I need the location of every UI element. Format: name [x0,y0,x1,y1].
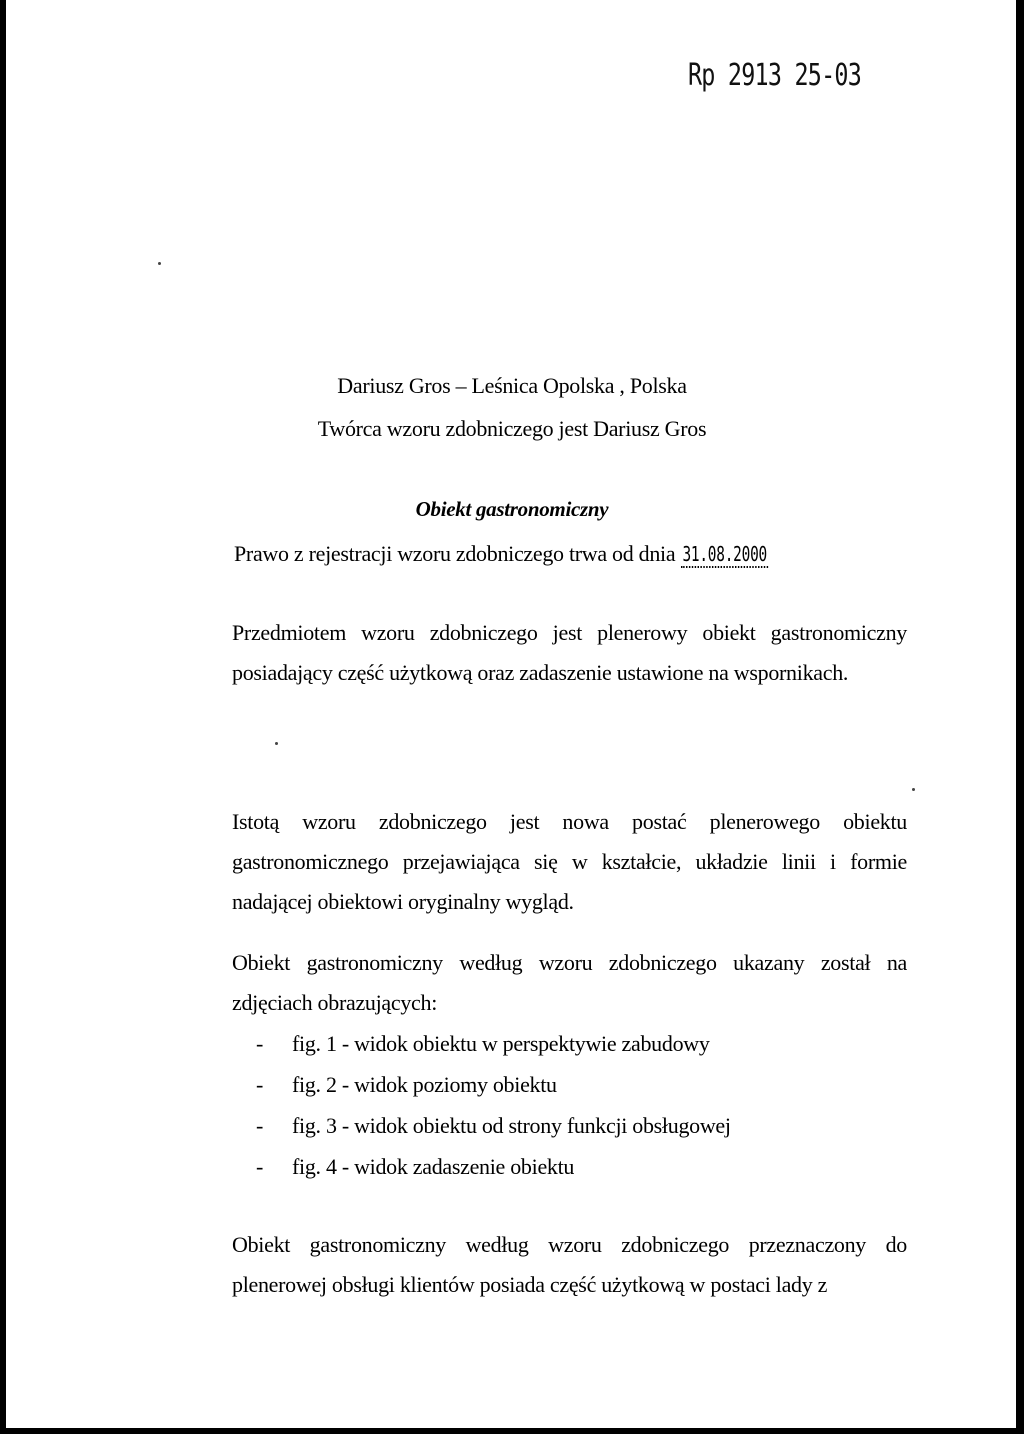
design-title: Obiekt gastronomiczny [415,497,609,521]
paragraph-figures-intro: Obiekt gastronomiczny według wzoru zdobniczego ukazany został na zdjęciach obrazujących: [232,950,907,1015]
scan-edge-left [0,0,6,1434]
list-dash: - [256,1113,264,1138]
list-dash: - [256,1072,264,1097]
scan-edge-right [1016,0,1024,1434]
handwritten-reference-note: Rp 2913 25-03 [688,58,862,93]
scan-edge-bottom [0,1428,1024,1434]
figure-description: fig. 4 - widok zadaszenie obiektu [292,1154,575,1179]
figure-list-item [256,1105,731,1146]
figure-list-item [256,1146,731,1187]
paragraph-purpose: Obiekt gastronomiczny według wzoru zdobniczego przeznaczony do plenerowej obsługi klientów posiada część użytkową w postaci lady z [232,1232,907,1297]
list-dash: - [256,1154,264,1179]
figure-list [256,1023,731,1187]
scan-speck [158,262,161,265]
figure-description: fig. 1 - widok obiektu w perspektywie zabudowy [292,1031,710,1056]
author-line: Dariusz Gros – Leśnica Opolska , Polska [337,373,687,398]
list-dash: - [256,1031,264,1056]
figure-description: fig. 3 - widok obiektu od strony funkcji obsługowej [292,1113,731,1138]
scan-speck [912,788,915,791]
creator-line: Twórca wzoru zdobniczego jest Dariusz Gros [317,416,707,441]
scan-speck [275,742,278,745]
registration-date: 31.08.2000 [681,542,767,566]
figure-list-item [256,1064,731,1105]
figure-list-item [256,1023,731,1064]
paragraph-subject: Przedmiotem wzoru zdobniczego jest plenerowy obiekt gastronomiczny posiadający część użytkową oraz zadaszenie ustawione na wspornikach. [232,620,907,685]
figure-description: fig. 2 - widok poziomy obiektu [292,1072,557,1097]
registration-line [234,541,802,568]
registration-label: Prawo z rejestracji wzoru zdobniczego trwa od dnia [234,541,676,566]
paragraph-essence: Istotą wzoru zdobniczego jest nowa postać plenerowego obiektu gastronomicznego przejawiająca się w kształcie, układzie linii i formie nadającej obiektowi oryginalny wygląd. [232,809,907,914]
